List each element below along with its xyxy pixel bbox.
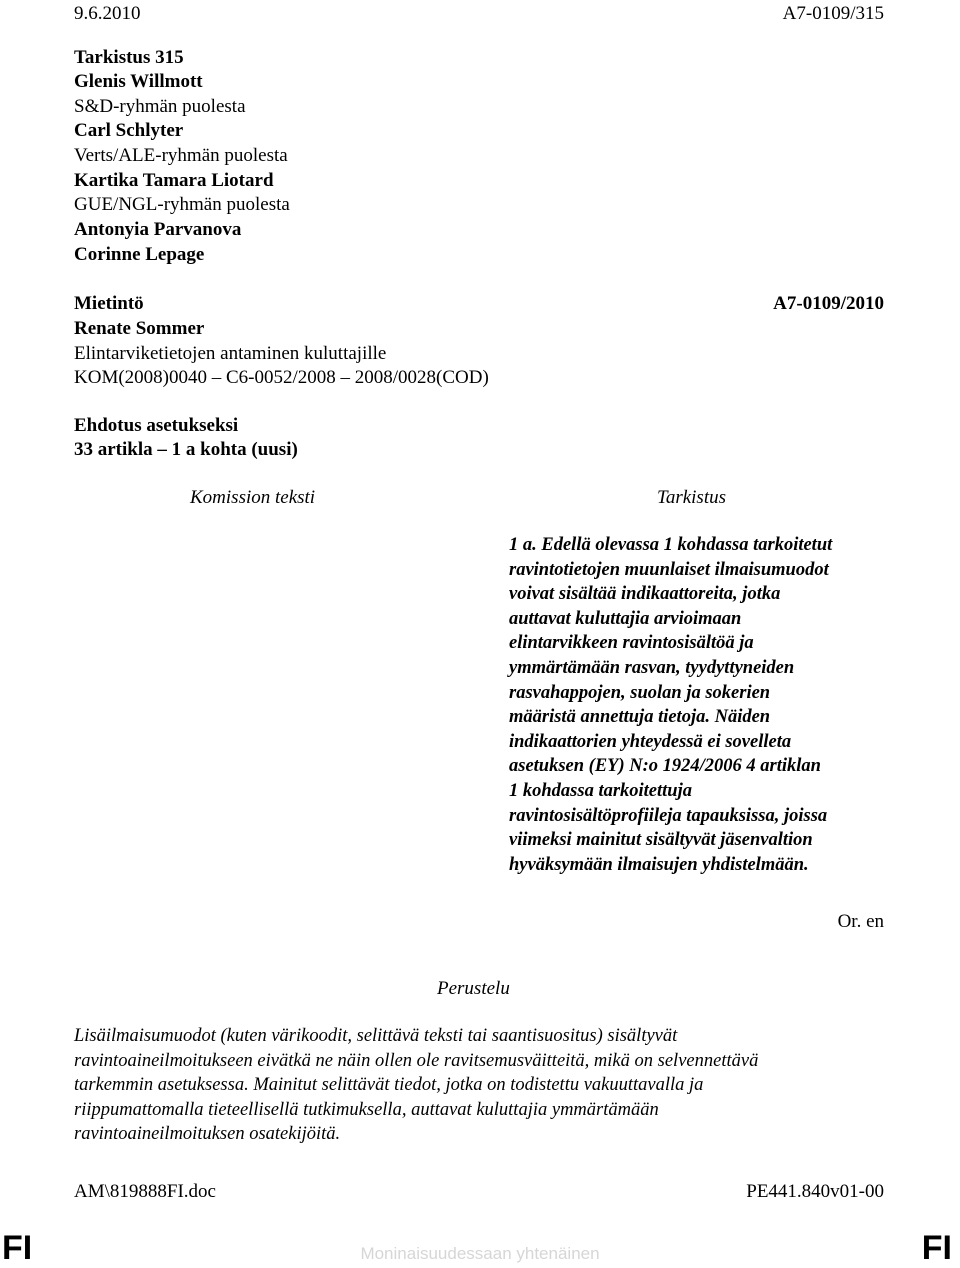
amendment-text-line: 1 kohdassa tarkoitettuja — [509, 780, 692, 801]
pe-reference: PE441.840v01-00 — [746, 1181, 884, 1202]
original-language: Or. en — [837, 911, 884, 932]
justification-line: Lisäilmaisumuodot (kuten värikoodit, selittävä teksti tai saantisuositus) sisältyvät — [74, 1026, 678, 1046]
signatory-name: Antonyia Parvanova — [74, 219, 242, 241]
amendment-text-line: voivat sisältää indikaattoreita, jotka — [509, 584, 781, 605]
amendment-text-line: auttavat kuluttajia arvioimaan — [509, 608, 742, 629]
procedure-references: KOM(2008)0040 – C6-0052/2008 – 2008/0028(COD) — [74, 367, 489, 388]
justification-line: riippumattomalla tieteellisellä tutkimuksella, auttavat kuluttajia ymmärtämään — [74, 1099, 659, 1120]
column-heading-commission-text: Komission teksti — [190, 487, 316, 508]
report-subject: Elintarviketietojen antaminen kuluttajille — [74, 343, 387, 364]
amendment-text-line: hyväksymään ilmaisujen yhdistelmään. — [509, 854, 809, 875]
signatory-name: Kartika Tamara Liotard — [74, 169, 274, 191]
rapporteur: Renate Sommer — [74, 318, 205, 339]
column-heading-amendment: Tarkistus — [657, 487, 726, 508]
amendment-text-line: asetuksen (EY) N:o 1924/2006 4 artiklan — [509, 756, 821, 777]
justification-line: tarkemmin asetuksessa. Mainitut selittävät tiedot, jotka on todistettu vakuuttavalla ja — [74, 1075, 704, 1096]
article-reference: 33 artikla – 1 a kohta (uusi) — [74, 439, 298, 460]
amendment-text-line: ravintotietojen muunlaiset ilmaisumuodot — [509, 559, 829, 580]
amendment-text-line: ymmärtämään rasvan, tyydyttyneiden — [509, 657, 795, 678]
amendment-text-line: viimeksi mainitut sisältyvät jäsenvaltion — [509, 830, 813, 851]
amendment-text-line: ravintosisältöprofiileja tapauksissa, joissa — [509, 805, 828, 826]
amendment-text-line: rasvahappojen, suolan ja sokerien — [509, 682, 771, 703]
justification-text — [74, 1024, 758, 1147]
signatory-name: Glenis Willmott — [74, 71, 203, 92]
document-reference: A7-0109/315 — [782, 3, 884, 24]
amendment-text — [509, 533, 832, 877]
eu-motto: Moninaisuudessaan yhtenäinen — [360, 1244, 600, 1263]
file-reference: AM\819888FI.doc — [74, 1181, 216, 1202]
signatories-list — [74, 70, 290, 268]
report-number: A7-0109/2010 — [773, 293, 884, 314]
document-date: 9.6.2010 — [74, 3, 141, 24]
report-label: Mietintö — [74, 293, 144, 314]
language-code-left: FI — [2, 1229, 33, 1267]
amendment-title: Tarkistus 315 — [74, 47, 184, 68]
proposal-title: Ehdotus asetukseksi — [74, 415, 239, 436]
signatory-name: Carl Schlyter — [74, 120, 184, 142]
amendment-text-line: elintarvikkeen ravintosisältöä ja — [509, 633, 754, 654]
signatory-name: Corinne Lepage — [74, 243, 205, 265]
amendment-text-line: 1 a. Edellä olevassa 1 kohdassa tarkoitetut — [509, 535, 833, 555]
signatory-group: S&D-ryhmän puolesta — [74, 95, 246, 117]
justification-heading: Perustelu — [437, 978, 510, 999]
signatory-group: GUE/NGL-ryhmän puolesta — [74, 194, 290, 216]
justification-line: ravintoaineilmoituksen osatekijöitä. — [74, 1124, 341, 1145]
amendment-text-line: indikaattorien yhteydessä ei sovelleta — [509, 731, 792, 752]
justification-line: ravintoaineilmoitukseen eivätkä ne näin ollen ole ravitsemusväitteitä, mikä on selvennettävä — [74, 1050, 759, 1071]
signatory-group: Verts/ALE-ryhmän puolesta — [74, 145, 288, 167]
amendment-text-line: määristä annettuja tietoja. Näiden — [509, 707, 771, 728]
language-code-right: FI — [921, 1229, 952, 1267]
